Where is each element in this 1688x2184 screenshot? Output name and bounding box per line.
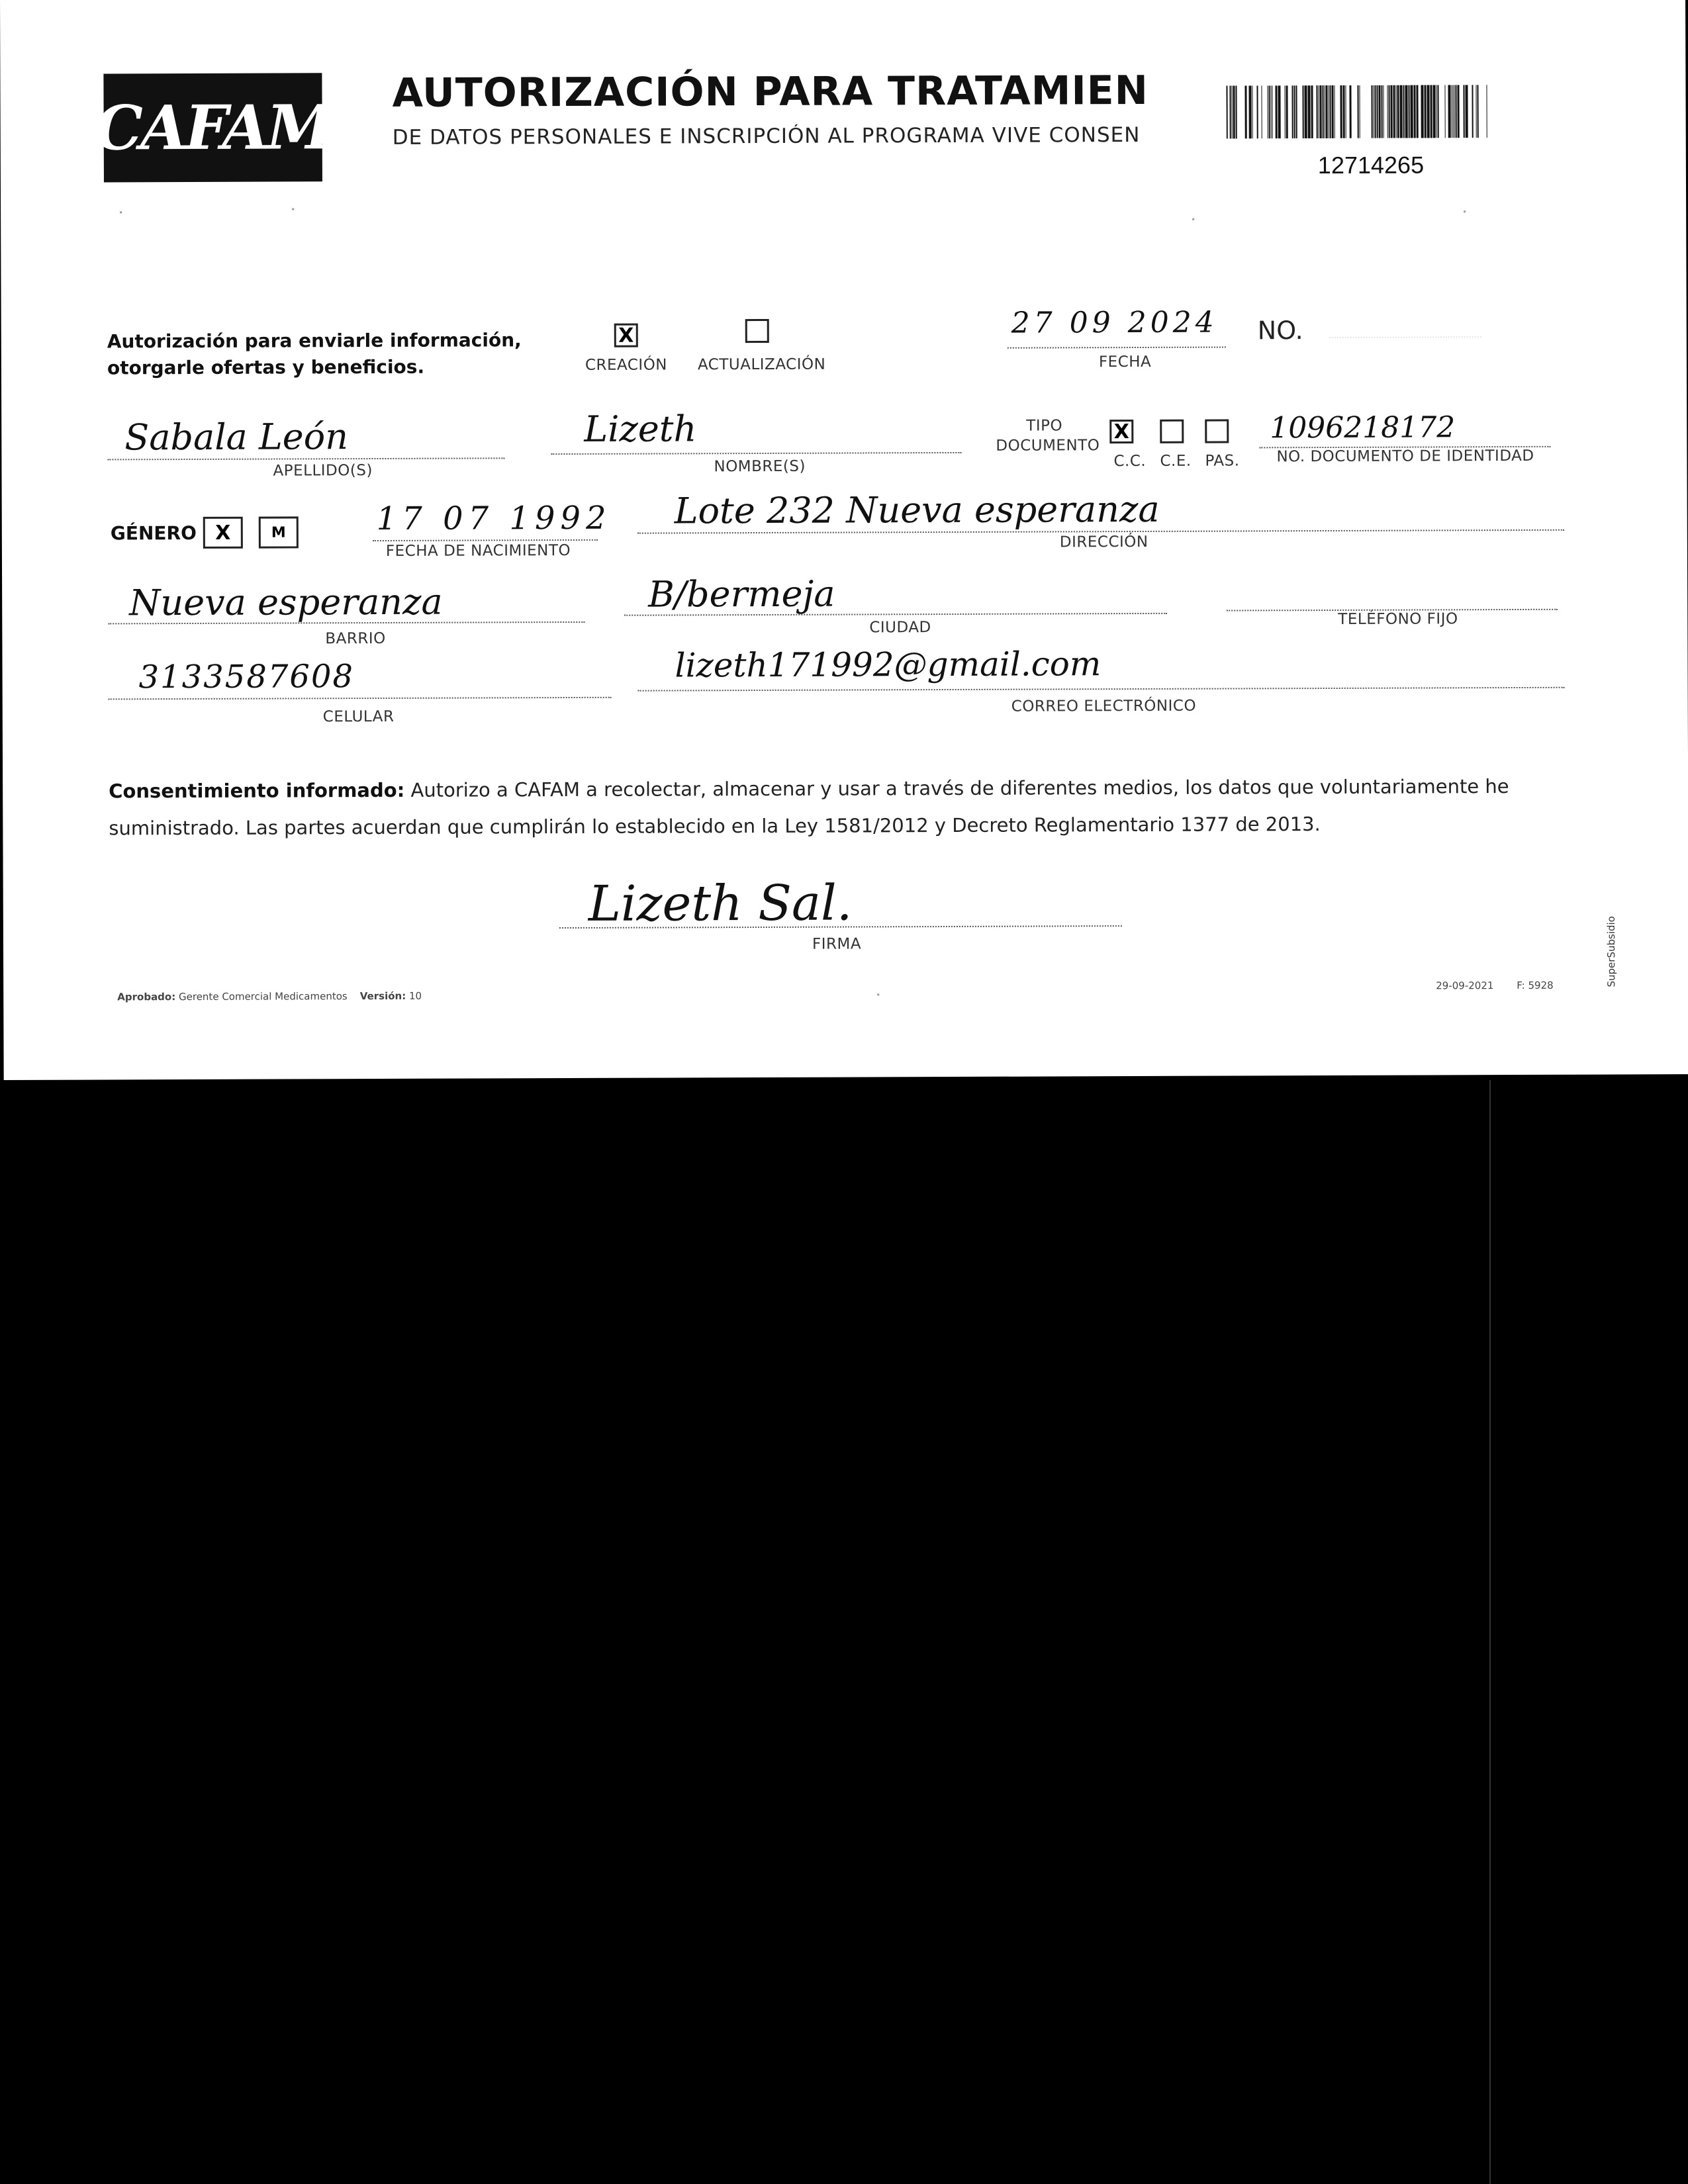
barcode-bar bbox=[1427, 85, 1429, 138]
documento-label: DOCUMENTO bbox=[996, 437, 1100, 455]
aprobado-value: Gerente Comercial Medicamentos bbox=[178, 990, 348, 1003]
barcode-bar bbox=[1226, 86, 1227, 139]
telefono-label: TELÉFONO FIJO bbox=[1338, 610, 1458, 628]
direccion-value[interactable]: Lote 232 Nueva esperanza bbox=[674, 488, 1160, 532]
consent-text: Autorizo a CAFAM a recolectar, almacenar y usar a través de diferentes medios, los datos que voluntariamente he suministrado. Las partes acuerdan que cumplirán lo establecido en la Ley 1581/2012 y Decreto Reglamentario 1377 de 2013. bbox=[109, 775, 1509, 840]
cc-label: C.C. bbox=[1113, 452, 1147, 471]
barcode-bar bbox=[1395, 85, 1396, 138]
supersubsidio-side-text: SuperSubsidio bbox=[1605, 916, 1618, 987]
barcode-bar bbox=[1328, 85, 1329, 138]
pas-checkbox[interactable] bbox=[1205, 420, 1229, 443]
barcode-bar bbox=[1324, 85, 1325, 138]
doc-number-label: NO. DOCUMENTO DE IDENTIDAD bbox=[1276, 447, 1534, 466]
footer-form-code: F: 5928 bbox=[1517, 979, 1554, 992]
barcode-bar bbox=[1233, 85, 1235, 138]
barcode-bar bbox=[1413, 85, 1415, 138]
barcode-bar bbox=[1472, 85, 1473, 138]
barcode-bar bbox=[1405, 85, 1407, 138]
ciudad-label: CIUDAD bbox=[869, 619, 931, 637]
barcode-bar bbox=[1329, 85, 1331, 138]
barcode-bar bbox=[1457, 85, 1459, 138]
barcode-bar bbox=[1295, 85, 1297, 138]
barcode-bar bbox=[1393, 85, 1395, 138]
barcode-bar bbox=[1373, 85, 1374, 138]
consent-bold: Consentimiento informado: bbox=[109, 778, 405, 803]
barcode-bar bbox=[1311, 85, 1313, 138]
barcode-bar bbox=[1455, 85, 1456, 138]
barcode-bar bbox=[1319, 85, 1321, 138]
barcode-bar bbox=[1399, 85, 1402, 138]
barcode-bar bbox=[1437, 85, 1438, 138]
barcode-bar bbox=[1284, 85, 1285, 138]
barcode-bar bbox=[1451, 85, 1452, 138]
footer-approval bbox=[117, 990, 422, 1003]
ciudad-value[interactable]: B/bermeja bbox=[648, 572, 835, 615]
barcode-bar bbox=[1376, 85, 1378, 138]
barcode-bar bbox=[1378, 85, 1380, 138]
creacion-checkbox[interactable]: X bbox=[614, 324, 638, 347]
version-label: Versión: bbox=[359, 989, 406, 1003]
nombres-value[interactable]: Lizeth bbox=[584, 408, 697, 450]
no-label: NO. bbox=[1257, 316, 1303, 345]
barcode-bar bbox=[1256, 85, 1258, 138]
barcode-bar bbox=[1235, 85, 1237, 138]
barcode-bar bbox=[1244, 85, 1246, 138]
barcode-bar bbox=[1248, 85, 1251, 138]
scanner-edge-line bbox=[1489, 1080, 1491, 2184]
genero-m-checkbox[interactable]: M bbox=[259, 516, 299, 548]
barcode-bar bbox=[1325, 85, 1327, 138]
logo-text: CAFAM bbox=[94, 91, 332, 164]
barcode-bar bbox=[1270, 85, 1271, 138]
apellidos-label: APELLIDO(S) bbox=[273, 462, 373, 480]
barcode-bar bbox=[1410, 85, 1413, 138]
barcode bbox=[1226, 85, 1491, 138]
nombres-label: NOMBRE(S) bbox=[714, 457, 806, 476]
firma-label: FIRMA bbox=[812, 935, 862, 953]
barcode-bar bbox=[1397, 85, 1399, 138]
apellidos-value[interactable]: Sabala León bbox=[124, 416, 349, 459]
barcode-bar bbox=[1416, 85, 1418, 138]
barrio-label: BARRIO bbox=[325, 629, 386, 648]
barcode-bar bbox=[1359, 85, 1360, 138]
actualizacion-label: ACTUALIZACIÓN bbox=[697, 355, 826, 374]
barcode-bar bbox=[1322, 85, 1323, 138]
tipo-label: TIPO bbox=[1026, 417, 1063, 435]
nacimiento-value[interactable]: 17 07 1992 bbox=[376, 499, 612, 538]
cafam-logo bbox=[94, 73, 332, 182]
fecha-label: FECHA bbox=[1098, 353, 1152, 371]
celular-value[interactable]: 3133587608 bbox=[138, 658, 355, 696]
barcode-bar bbox=[1432, 85, 1435, 138]
barcode-bar bbox=[1331, 85, 1333, 138]
barcode-bar bbox=[1342, 85, 1344, 138]
nacimiento-label: FECHA DE NACIMIENTO bbox=[385, 541, 571, 560]
barcode-bar bbox=[1371, 85, 1372, 138]
barcode-bar bbox=[1421, 85, 1423, 138]
barcode-bar bbox=[1293, 85, 1295, 138]
form-title: AUTORIZACIÓN PARA TRATAMIEN bbox=[392, 67, 1149, 116]
cc-checkbox[interactable]: X bbox=[1109, 420, 1133, 443]
barcode-bar bbox=[1430, 85, 1432, 138]
barcode-bar bbox=[1340, 85, 1342, 138]
aprobado-label: Aprobado: bbox=[117, 991, 176, 1003]
direccion-label: DIRECCIÓN bbox=[1059, 533, 1149, 551]
barcode-bar bbox=[1286, 85, 1288, 138]
barcode-bar bbox=[1424, 85, 1426, 138]
barcode-bar bbox=[1390, 85, 1392, 138]
fecha-value[interactable]: 27 09 2024 bbox=[1011, 305, 1218, 340]
footer-date-code: 29-09-2021 bbox=[1436, 979, 1494, 992]
ce-label: C.E. bbox=[1160, 452, 1192, 470]
barcode-bar bbox=[1275, 85, 1277, 138]
barcode-bar bbox=[1304, 85, 1307, 138]
barcode-bar bbox=[1463, 85, 1464, 138]
genero-f-checkbox[interactable]: X bbox=[203, 517, 243, 549]
creacion-label: CREACIÓN bbox=[585, 356, 668, 374]
barcode-bar bbox=[1302, 85, 1303, 138]
barcode-bar bbox=[1357, 85, 1358, 138]
ce-checkbox[interactable] bbox=[1160, 420, 1184, 443]
folio-number-faded bbox=[1329, 310, 1481, 338]
signature[interactable]: Lizeth Sal. bbox=[588, 874, 853, 933]
barcode-bar bbox=[1345, 85, 1346, 138]
barcode-bar bbox=[1444, 85, 1445, 138]
barcode-number: 12714265 bbox=[1317, 151, 1425, 179]
barcode-bar bbox=[1261, 85, 1262, 138]
version-value: 10 bbox=[408, 989, 422, 1002]
barcode-bar bbox=[1229, 86, 1231, 139]
barcode-bar bbox=[1465, 85, 1468, 138]
consent-paragraph bbox=[109, 768, 1578, 847]
barcode-bar bbox=[1388, 85, 1389, 138]
authorization-label-line1: Autorización para enviarle información, bbox=[107, 329, 522, 353]
barrio-value[interactable]: Nueva esperanza bbox=[129, 580, 443, 624]
doc-number-value[interactable]: 1096218172 bbox=[1270, 410, 1456, 445]
barcode-bar bbox=[1381, 85, 1382, 138]
barcode-bar bbox=[1448, 85, 1450, 138]
barcode-bar bbox=[1268, 85, 1270, 138]
pas-label: PAS. bbox=[1205, 452, 1240, 470]
barcode-bar bbox=[1477, 85, 1478, 138]
barcode-bar bbox=[1334, 85, 1335, 138]
barcode-bar bbox=[1278, 85, 1280, 138]
barcode-bar bbox=[1267, 85, 1268, 138]
barcode-bar bbox=[1452, 85, 1453, 138]
barcode-bar bbox=[1374, 85, 1376, 138]
barcode-bar bbox=[1349, 85, 1351, 138]
barcode-bar bbox=[1403, 85, 1404, 138]
barcode-bar bbox=[1231, 86, 1232, 139]
scanned-form bbox=[0, 0, 1688, 1080]
barcode-bar bbox=[1291, 85, 1293, 138]
actualizacion-checkbox[interactable] bbox=[745, 319, 769, 343]
barcode-bar bbox=[1486, 85, 1487, 138]
authorization-label-line2: otorgarle ofertas y beneficios. bbox=[107, 355, 425, 379]
barcode-bar bbox=[1318, 85, 1319, 138]
correo-value[interactable]: lizeth171992@gmail.com bbox=[675, 645, 1102, 685]
correo-label: CORREO ELECTRÓNICO bbox=[1011, 697, 1197, 715]
barcode-bar bbox=[1307, 85, 1310, 138]
genero-label: GÉNERO bbox=[110, 522, 197, 545]
barcode-bar bbox=[1316, 85, 1317, 138]
celular-label: CELULAR bbox=[322, 707, 395, 726]
form-subtitle: DE DATOS PERSONALES E INSCRIPCIÓN AL PROGRAMA VIVE CONSEN bbox=[392, 122, 1141, 150]
barcode-bar bbox=[1408, 85, 1409, 138]
